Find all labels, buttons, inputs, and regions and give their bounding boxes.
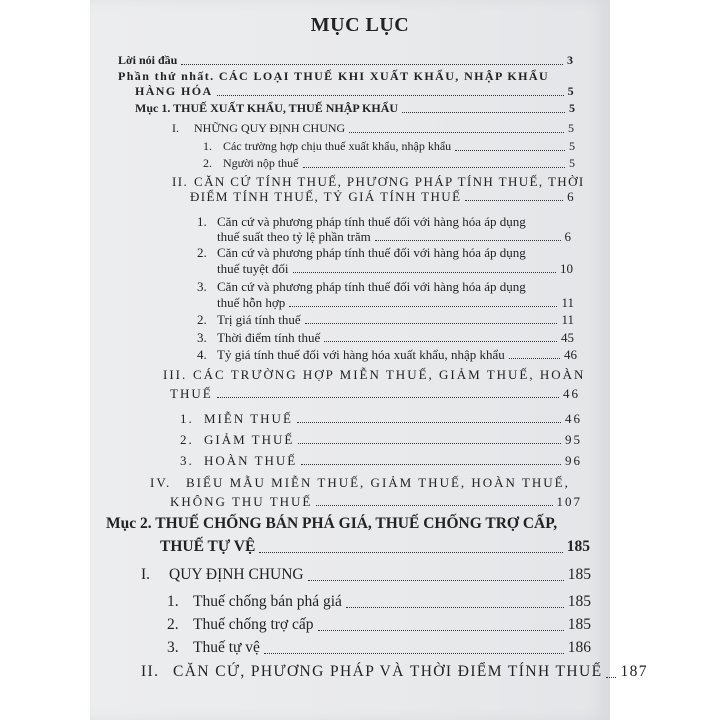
toc-entry-number: 1. — [180, 411, 194, 426]
toc-page-number: 5 — [569, 156, 575, 170]
toc-entry-text: Người nộp thuế — [223, 156, 299, 170]
toc-entry-number: 4. — [197, 347, 207, 362]
dot-leader — [318, 630, 564, 631]
toc-entry-number: III. — [163, 367, 188, 382]
toc-entry-text: MIỄN THUẾ — [204, 411, 293, 426]
toc-entry — [180, 411, 582, 426]
toc-entry-text: BIỂU MẪU MIỄN THUẾ, GIẢM THUẾ, HOÀN THUẾ, — [186, 475, 570, 490]
toc-entry-number: 2. — [167, 616, 179, 633]
toc-entry — [170, 494, 582, 509]
toc-page-number: 46 — [565, 411, 582, 426]
toc-entry — [167, 616, 591, 634]
toc-entry-line1 — [197, 245, 526, 260]
toc-entry-line1 — [197, 279, 526, 294]
toc-entry-number: 3. — [197, 279, 207, 294]
toc-entry-text: CĂN CỨ, PHƯƠNG PHÁP VÀ THỜI ĐIỂM TÍNH THUẾ — [173, 663, 603, 680]
toc-page-number: 10 — [560, 261, 573, 276]
toc-entry — [180, 453, 582, 468]
toc-entry-number: 1. — [203, 139, 212, 153]
dot-leader — [346, 607, 564, 608]
toc-entry-text: thuế suất theo tỷ lệ phần trăm — [217, 229, 371, 244]
toc-page-number: 95 — [565, 432, 582, 447]
toc-entry-text: Thuế chống trợ cấp — [193, 616, 314, 633]
toc-page-number: 5 — [568, 121, 574, 135]
toc-entry-text: Thời điểm tính thuế — [217, 330, 321, 345]
toc-page-number: 185 — [566, 538, 590, 555]
toc-entry-text: Lời nói đầu — [118, 53, 178, 67]
toc-page-number: 11 — [561, 295, 574, 310]
toc-entry-text: KHÔNG THU THUẾ — [170, 494, 313, 509]
dot-leader — [217, 397, 559, 398]
toc-entry-text: Tỷ giá tính thuế đối với hàng hóa xuất khẩu, nhập khẩu — [217, 347, 505, 362]
toc-entry-number: 2. — [180, 432, 194, 447]
toc-entry — [197, 312, 574, 327]
dot-leader — [402, 112, 565, 113]
toc-entry-number: 3. — [197, 330, 207, 345]
toc-entry — [118, 53, 573, 68]
toc-entry-line1 — [163, 367, 585, 382]
toc-entry-text: Trị giá tính thuế — [217, 312, 301, 327]
toc-entry — [217, 261, 573, 276]
toc-entry-text: thuế tuyệt đối — [217, 261, 289, 276]
toc-entry-line1: Phần thứ nhất. CÁC LOẠI THUẾ KHI XUẤT KHẨU, NHẬP KHẨU — [118, 69, 550, 83]
dot-leader — [301, 464, 561, 465]
toc-entry-text: THUẾ — [170, 386, 213, 401]
toc-entry — [141, 663, 648, 681]
toc-page-number: 187 — [620, 663, 648, 680]
toc-entry — [217, 229, 571, 244]
toc-entry-line1: Mục 2. THUẾ CHỐNG BÁN PHÁ GIÁ, THUẾ CHỐNG TRỢ CẤP, — [106, 515, 558, 532]
toc-entry — [217, 295, 574, 310]
toc-page-number: 46 — [563, 386, 580, 401]
dot-leader — [305, 323, 558, 324]
toc-page-number: 96 — [565, 453, 582, 468]
toc-entry-text: QUY ĐỊNH CHUNG — [169, 566, 304, 583]
toc-page-number: 185 — [567, 566, 591, 583]
toc-entry-text: Căn cứ và phương pháp tính thuế đối với hàng hóa áp dụng — [217, 245, 526, 260]
dot-leader — [303, 167, 565, 168]
toc-entry — [203, 156, 575, 171]
toc-entry-text: CĂN CỨ TÍNH THUẾ, PHƯƠNG PHÁP TÍNH THUẾ, THỜI — [194, 174, 585, 189]
toc-entry-number: 2. — [197, 245, 207, 260]
toc-entry — [167, 593, 591, 611]
dot-leader — [349, 132, 564, 133]
toc-entry — [197, 330, 574, 345]
toc-entry — [197, 347, 577, 362]
toc-page-number: 186 — [567, 639, 591, 656]
toc-page-number: 107 — [556, 494, 582, 509]
dot-leader — [259, 552, 562, 553]
toc-entry-number: 1. — [167, 593, 179, 610]
toc-entry-line1 — [197, 214, 526, 229]
toc-entry-text: thuế hỗn hợp — [217, 295, 286, 310]
toc-entry-text: HOÀN THUẾ — [204, 453, 298, 468]
toc-entry-number: I. — [172, 121, 179, 135]
dot-leader — [297, 422, 561, 423]
toc-entry-number: II. — [172, 174, 189, 189]
dot-leader — [324, 341, 557, 342]
dot-leader — [455, 150, 565, 151]
toc-entry-text: ĐIỂM TÍNH THUẾ, TỶ GIÁ TÍNH THUẾ — [190, 189, 462, 204]
page-title: MỤC LỤC — [310, 14, 410, 36]
dot-leader — [375, 240, 561, 241]
toc-page-number: 185 — [567, 593, 591, 610]
dot-leader — [308, 580, 564, 581]
toc-page-number: 5 — [567, 84, 575, 98]
toc-page-number: 6 — [567, 189, 575, 204]
toc-entry-text: THUẾ TỰ VỆ — [160, 538, 256, 555]
dot-leader — [293, 272, 557, 273]
toc-entry-text: Các trường hợp chịu thuế xuất khẩu, nhập khẩu — [223, 139, 452, 153]
toc-entry-text: Căn cứ và phương pháp tính thuế đối với hàng hóa áp dụng — [217, 214, 526, 229]
toc-entry-line1 — [172, 174, 585, 189]
toc-entry-text: Mục 1. THUẾ XUẤT KHẨU, THUẾ NHẬP KHẨU — [135, 101, 399, 115]
toc-entry-line1 — [150, 475, 570, 490]
toc-entry-text: Thuế tự vệ — [193, 639, 260, 656]
toc-entry-text: HÀNG HÓA — [135, 84, 213, 98]
dot-leader — [289, 306, 557, 307]
toc-page-number: 185 — [567, 616, 591, 633]
toc-entry-number: 3. — [180, 453, 194, 468]
toc-entry — [170, 386, 580, 401]
toc-entry-text: GIẢM THUẾ — [204, 432, 295, 447]
toc-page-number: 11 — [561, 312, 574, 327]
toc-entry — [180, 432, 582, 447]
toc-entry-text: Căn cứ và phương pháp tính thuế đối với hàng hóa áp dụng — [217, 279, 526, 294]
toc-entry — [135, 84, 575, 99]
toc-page-number: 5 — [569, 139, 575, 153]
toc-page-number: 3 — [567, 53, 573, 67]
toc-page-number: 46 — [564, 347, 577, 362]
toc-entry-text: NHỮNG QUY ĐỊNH CHUNG — [194, 121, 346, 135]
dot-leader — [217, 95, 564, 96]
toc-entry-number: 2. — [197, 312, 207, 327]
dot-leader — [509, 358, 560, 359]
dot-leader — [606, 677, 616, 678]
toc-entry-number: IV. — [150, 475, 172, 490]
dot-leader — [181, 64, 563, 65]
toc-entry-text: Thuế chống bán phá giá — [193, 593, 342, 610]
toc-entry — [141, 566, 591, 584]
toc-entry-number: 3. — [167, 639, 179, 656]
toc-entry-number: II. — [141, 663, 160, 680]
toc-page-number: 5 — [569, 101, 575, 115]
toc-entry — [203, 139, 575, 154]
dot-leader — [465, 200, 563, 201]
toc-entry — [167, 639, 591, 657]
toc-entry-number: 1. — [197, 214, 207, 229]
toc-entry-number: 2. — [203, 156, 212, 170]
toc-entry — [172, 121, 574, 136]
toc-page-number: 45 — [561, 330, 574, 345]
toc-entry — [160, 538, 590, 556]
dot-leader — [264, 653, 564, 654]
toc-entry — [190, 189, 575, 204]
toc-page-number: 6 — [564, 229, 571, 244]
dot-leader — [316, 505, 552, 506]
toc-entry-text: CÁC TRƯỜNG HỢP MIỄN THUẾ, GIẢM THUẾ, HOÀN — [193, 367, 586, 382]
toc-entry-number: I. — [141, 566, 151, 583]
dot-leader — [298, 443, 561, 444]
toc-entry — [135, 101, 575, 116]
